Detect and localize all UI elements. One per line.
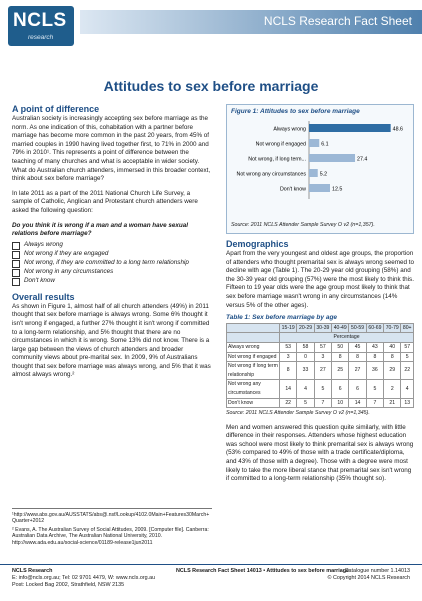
table-cell: 8	[366, 352, 383, 362]
table-corner	[227, 323, 280, 333]
column-header: 70-79	[384, 323, 401, 333]
table-row	[227, 380, 414, 398]
checkbox-icon	[12, 278, 20, 286]
chart-bar	[309, 169, 318, 177]
row-label: Not wrong if engaged	[227, 352, 280, 362]
table-cell: 5	[401, 352, 414, 362]
table-sex-by-age	[226, 323, 414, 408]
checkbox-icon	[12, 242, 20, 250]
option-item	[12, 277, 212, 286]
footer-copyright: © Copyright 2014 NCLS Research	[327, 574, 410, 581]
footer-post: Post: Locked Bag 2002, Strathfield, NSW 2135	[12, 581, 125, 588]
table-cell: 22	[280, 398, 297, 408]
table-cell: 22	[401, 362, 414, 380]
question-options	[12, 241, 212, 286]
table-cell: 10	[332, 398, 349, 408]
table-cell: 4	[401, 380, 414, 398]
table-cell: 40	[384, 342, 401, 352]
table-cell: 14	[280, 380, 297, 398]
column-header: 20-29	[297, 323, 314, 333]
figure-1	[226, 104, 414, 234]
chart-bar	[309, 139, 319, 147]
figure-title: Figure 1: Attitudes to sex before marriage	[231, 108, 360, 115]
table-cell: 45	[349, 342, 366, 352]
footer-right	[328, 568, 410, 582]
table-cell: 25	[332, 362, 349, 380]
table-source: Source: 2011 NCLS Attender Sample Survey O v2 (n=1,345).	[226, 410, 370, 417]
table-header-row	[227, 323, 414, 333]
table-cell: 7	[366, 398, 383, 408]
option-item	[12, 259, 212, 268]
figure-source: Source: 2011 NCLS Attender Sample Survey O v2 (n=1,357).	[231, 222, 375, 229]
page-title: Attitudes to sex before marriage	[103, 78, 319, 94]
footnote-1[interactable]: ¹http://www.abs.gov.au/AUSSTATS/abs@.nsf/Lookup/4102.0Main+Features30March+Quarter+2012	[12, 512, 210, 525]
table-cell: 7	[314, 398, 331, 408]
category-label: Don't know	[279, 186, 306, 193]
table-cell: 53	[280, 342, 297, 352]
chart-bar	[309, 124, 391, 132]
data-label: 12.5	[332, 186, 343, 193]
table-cell: 58	[297, 342, 314, 352]
category-label: Not wrong any circumstances	[236, 171, 306, 178]
table-cell: 8	[349, 352, 366, 362]
table-cell: 14	[349, 398, 366, 408]
paragraph-survey: In late 2011 as a part of the 2011 National Church Life Survey, a sample of Catholic, Anglican and Protestant church attenders were asked the following question:	[12, 189, 198, 214]
checkbox-icon	[12, 269, 20, 277]
data-label: 6.1	[321, 141, 329, 148]
footer-org: NCLS Research	[12, 568, 53, 574]
table-unit-row	[227, 333, 414, 343]
checkbox-icon	[12, 260, 20, 268]
footer	[0, 564, 422, 601]
option-label: Always wrong	[24, 240, 63, 248]
option-label: Not wrong in any circumstances	[24, 267, 114, 275]
logo-subtext: research	[28, 34, 54, 41]
column-header: 60-69	[366, 323, 383, 333]
table-cell: 27	[349, 362, 366, 380]
option-item	[12, 268, 212, 277]
table-cell: 2	[384, 380, 401, 398]
column-header: 50-59	[349, 323, 366, 333]
table-cell: 57	[401, 342, 414, 352]
table-cell: 29	[384, 362, 401, 380]
paragraph-intro: Australian society is increasingly accepting sex before marriage as the norm. As one indication of this, cohabitation with a partner before marriage has become more common in the past 20 years, from 45% of married couples in 1990 having lived together first, to 71% in 2000 and 79% in 2010¹. This represents a point of difference between the teaching of many churches and what is acceptable in wider society. What do Australian church attenders, immersed in this broader context, think about sex before marriage?	[12, 115, 211, 183]
right-column	[226, 104, 414, 484]
table-title: Table 1: Sex before marriage by age	[226, 314, 338, 322]
left-column	[12, 104, 212, 380]
unit-label: Percentage	[280, 333, 414, 343]
table-cell: 13	[401, 398, 414, 408]
category-label: Not wrong, if long term...	[248, 156, 306, 163]
table-row	[227, 398, 414, 408]
heading-demographics: Demographics	[226, 239, 289, 249]
table-corner	[227, 333, 280, 343]
ncls-logo[interactable]	[8, 6, 74, 46]
footer-center: NCLS Research Fact Sheet 14013 • Attitudes to sex before marriage	[176, 568, 350, 574]
header-title: NCLS Research Fact Sheet	[263, 14, 412, 28]
footnotes	[12, 508, 212, 546]
checkbox-icon	[12, 251, 20, 259]
table-cell: 50	[332, 342, 349, 352]
table-row	[227, 362, 414, 380]
table-cell: 57	[314, 342, 331, 352]
survey-question: Do you think it is wrong if a man and a woman have sexual relations before marriage?	[12, 221, 188, 238]
table-cell: 5	[297, 398, 314, 408]
bar-chart	[231, 121, 409, 207]
option-label: Not wrong if they are engaged	[24, 249, 109, 257]
data-label: 48.6	[392, 126, 403, 133]
row-label: Not wrong if long term relationship	[227, 362, 280, 380]
paragraph-conclusion: Men and women answered this question quite similarly, with little difference in their responses. Attenders whose highest education was school were most likely to think premarital sex is always wrong (53% compared to 49% of those with a trade certificate/diploma, and 43% of those with a degree). Those with a degree were most likely to take the more liberal stance that premarital sex isn't wrong if committed to a long-term relationship (35% thought so).	[226, 423, 414, 483]
table-cell: 0	[297, 352, 314, 362]
table-cell: 8	[332, 352, 349, 362]
footnote-2: ² Evans, A. The Australian Survey of Social Attitudes, 2009. [Computer file]. Canberra: Australian Data Archive, The Australian National University, 2010. http://www.ada.edu.au/social-science/01189-release1jun2011	[12, 526, 209, 546]
table-cell: 8	[384, 352, 401, 362]
row-label: Always wrong	[227, 342, 280, 352]
table-row	[227, 352, 414, 362]
chart-bar	[309, 154, 355, 162]
column-header: 30-39	[314, 323, 331, 333]
data-label: 27.4	[357, 156, 368, 163]
paragraph-overall: As shown in Figure 1, almost half of all church attenders (49%) in 2011 thought that sex before marriage is always wrong. Some 6% thought it isn't wrong if engaged, a further 27% thought it isn't wrong if committed to a long-term relationship, and 5% thought that there are no circumstances in which it is wrong. Some 13% did not know. There is a large gap between the views of church attenders and broader community views about pre-marital sex. In 2009, 9% of Australians thought that sex before marriage was always wrong, and 5% that it was almost always wrong.²	[12, 302, 211, 379]
table-cell: 5	[366, 380, 383, 398]
option-label: Not wrong, if they are committed to a long term relationship	[24, 258, 189, 266]
option-label: Don't know	[24, 276, 55, 284]
table-cell: 8	[280, 362, 297, 380]
row-label: Not wrong any circumstances	[227, 380, 280, 398]
footer-left	[12, 568, 155, 588]
category-label: Always wrong	[273, 126, 306, 133]
heading-point-of-difference: A point of difference	[12, 104, 100, 114]
table-cell: 27	[314, 362, 331, 380]
table-cell: 5	[314, 380, 331, 398]
table-row	[227, 342, 414, 352]
row-label: Don't know	[227, 398, 280, 408]
option-item	[12, 250, 212, 259]
heading-overall-results: Overall results	[12, 291, 75, 302]
table-cell: 43	[366, 342, 383, 352]
table-cell: 6	[349, 380, 366, 398]
category-label: Not wrong if engaged	[255, 141, 306, 148]
table-cell: 3	[314, 352, 331, 362]
table-cell: 33	[297, 362, 314, 380]
table-cell: 3	[280, 352, 297, 362]
table-cell: 36	[366, 362, 383, 380]
table-cell: 4	[297, 380, 314, 398]
table-cell: 21	[384, 398, 401, 408]
chart-bar	[309, 184, 330, 192]
paragraph-demographics: Apart from the very youngest and oldest age groups, the proportion of attenders who thought premarital sex is always wrong seemed to decline with age (Table 1). The 20-29 year old grouping (58%) and the 30-39 year old grouping (57%) were the most likely to think this. Fifteen to 19 year olds were the age group most likely to think that sex before marriage wasn't wrong in any circumstances (14% versus 5% of the other ages).	[226, 250, 414, 309]
column-header: 40-49	[332, 323, 349, 333]
data-label: 5.2	[319, 171, 328, 178]
column-header: 80+	[401, 323, 414, 333]
footer-catalogue: Catalogue number 1.14013	[344, 568, 410, 574]
header	[0, 0, 422, 64]
column-header: 15-19	[280, 323, 297, 333]
logo-text: NCLS	[13, 10, 67, 31]
option-item	[12, 241, 212, 250]
footer-contact[interactable]: E: info@ncls.org.au; Tel: 02 9701 4479, W: www.ncls.org.au	[12, 574, 156, 581]
table-cell: 6	[332, 380, 349, 398]
